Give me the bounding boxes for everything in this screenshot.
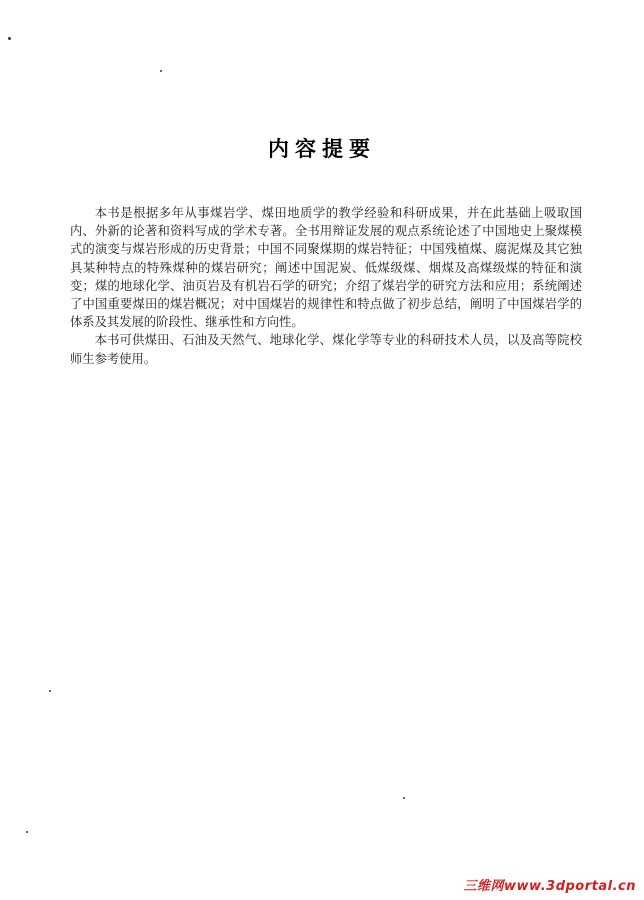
- summary-paragraph-2: 本书可供煤田、石油及天然气、地球化学、煤化学等专业的科研技术人员，以及高等院校师生参考使用。: [70, 333, 582, 366]
- scan-speck: [403, 797, 405, 799]
- page-title: 内容提要: [268, 137, 376, 161]
- watermark-logo: 三维网www.3dportal.cn: [463, 879, 636, 894]
- scan-speck: [160, 70, 162, 72]
- summary-paragraph-1: 本书是根据多年从事煤岩学、煤田地质学的教学经验和科研成果，并在此基础上吸取国内、外新的论著和资料写成的学术专著。全书用辩证发展的观点系统论述了中国地史上聚煤模式的演变与煤岩形成的历史背景；中国不同聚煤期的煤岩特征；中国残植煤、腐泥煤及其它独具某种特点的特殊煤种的煤岩研究；阐述中国泥炭、低煤级煤、烟煤及高煤级煤的特征和演变；煤的地球化学、油页岩及有机岩石学的研究；介绍了煤岩学的研究方法和应用；系统阐述了中国重要煤田的煤岩概况；对中国煤岩的规律性和特点做了初步总结，阐明了中国煤岩学的体系及其发展的阶段性、继承性和方向性。: [70, 206, 582, 330]
- scan-speck: [8, 37, 11, 40]
- scan-speck: [26, 831, 28, 833]
- scan-speck: [49, 690, 51, 692]
- summary-body: [70, 204, 582, 368]
